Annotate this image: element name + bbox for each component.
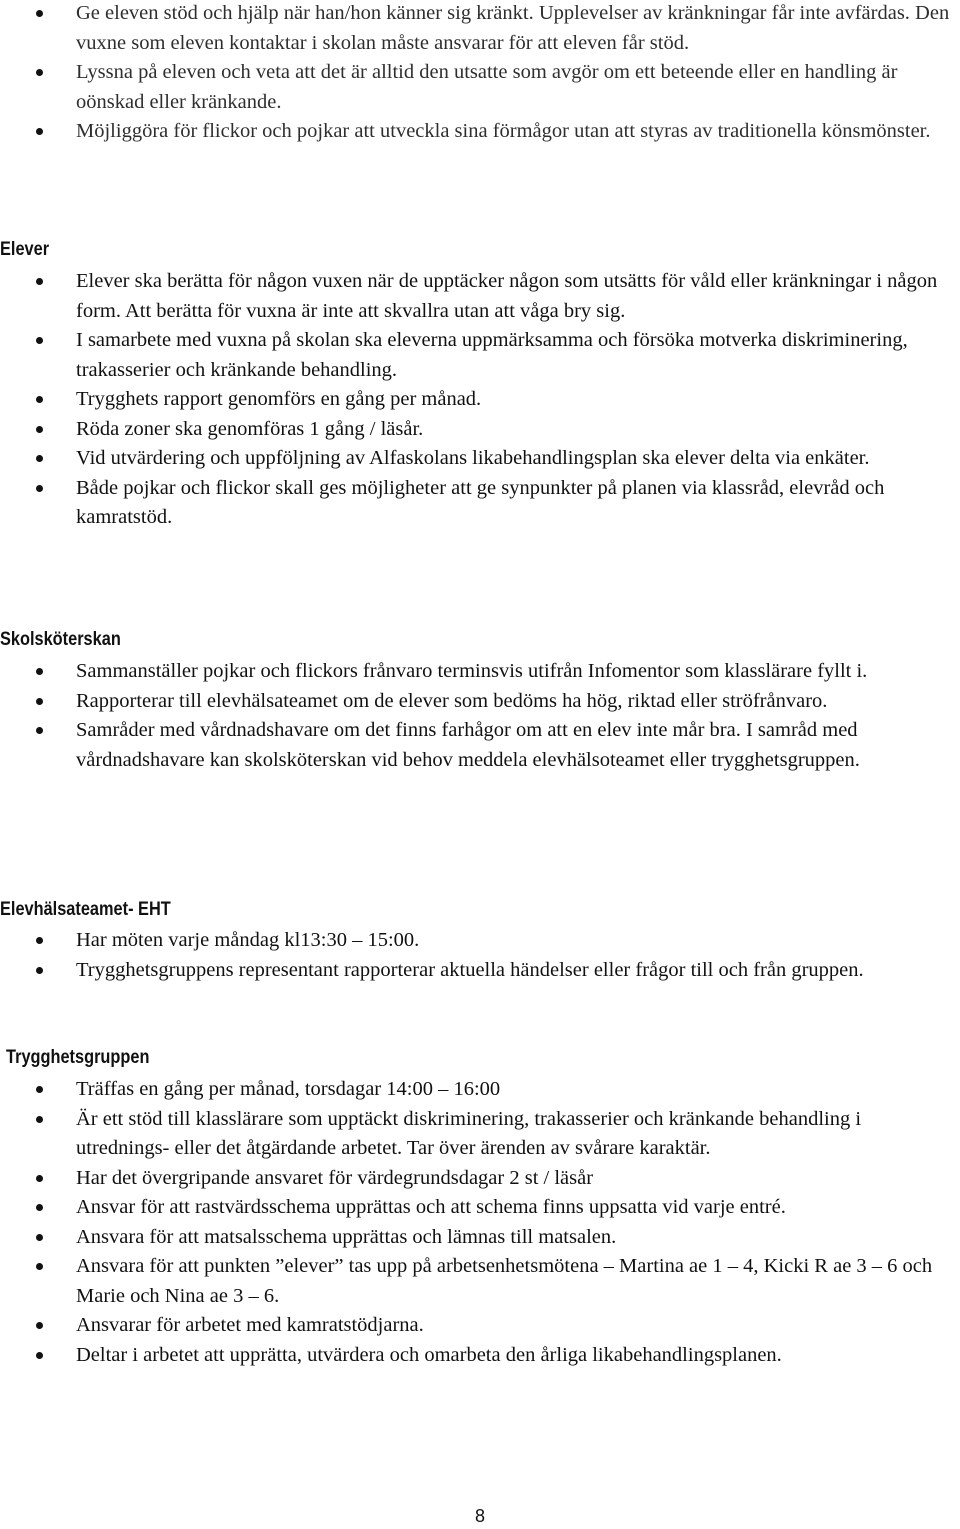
list-item: Ansvara för att punkten ”elever” tas upp på arbetsenhetsmötena – Martina ae 1 – 4, Kicki R ae 3 – 6 och Marie och Nina ae 3 – 6.	[0, 1252, 960, 1311]
bullet-icon	[36, 1175, 43, 1182]
bullet-icon	[36, 337, 43, 344]
list-item: Möjliggöra för flickor och pojkar att utveckla sina förmågor utan att styras av traditionella könsmönster.	[0, 117, 960, 147]
list-item: Vid utvärdering och uppföljning av Alfaskolans likabehandlingsplan ska elever delta via enkäter.	[0, 444, 960, 474]
intro-list	[0, 0, 960, 147]
bullet-icon	[36, 128, 43, 135]
trygghetsgruppen-list	[0, 1075, 960, 1370]
list-item: Har möten varje måndag kl13:30 – 15:00.	[0, 926, 960, 956]
bullet-icon	[36, 937, 43, 944]
bullet-icon	[36, 1204, 43, 1211]
bullet-icon	[36, 1352, 43, 1359]
list-item: I samarbete med vuxna på skolan ska eleverna uppmärksamma och försöka motverka diskriminering, trakasserier och kränkande behandling.	[0, 326, 960, 385]
bullet-icon	[36, 668, 43, 675]
list-item: Samråder med vårdnadshavare om det finns farhågor om att en elev inte mår bra. I samråd med vårdnadshavare kan skolsköterskan vid behov meddela elevhälsoteamet eller trygghetsgruppen.	[0, 716, 960, 775]
bullet-icon	[36, 278, 43, 285]
skolskoterskan-list	[0, 657, 960, 775]
bullet-icon	[36, 727, 43, 734]
bullet-icon	[36, 69, 43, 76]
list-item: Ansvarar för arbetet med kamratstödjarna.	[0, 1311, 960, 1341]
list-item: Elever ska berätta för någon vuxen när de upptäcker någon som utsätts för våld eller kränkningar i någon form. Att berätta för vuxna är inte att skvallra utan att våga bry sig.	[0, 267, 960, 326]
list-item: Röda zoner ska genomföras 1 gång / läsår.	[0, 415, 960, 445]
section-heading-eht: Elevhälsateamet- EHT	[0, 899, 171, 920]
bullet-icon	[36, 1263, 43, 1270]
bullet-icon	[36, 967, 43, 974]
bullet-icon	[36, 10, 43, 17]
bullet-icon	[36, 455, 43, 462]
list-item: Sammanställer pojkar och flickors frånvaro terminsvis utifrån Infomentor som klasslärare fyllt i.	[0, 657, 960, 687]
bullet-icon	[36, 1234, 43, 1241]
bullet-icon	[36, 396, 43, 403]
section-heading-elever: Elever	[0, 239, 50, 260]
list-item: Har det övergripande ansvaret för värdegrundsdagar 2 st / läsår	[0, 1164, 960, 1194]
bullet-icon	[36, 426, 43, 433]
list-item: Trygghets rapport genomförs en gång per månad.	[0, 385, 960, 415]
bullet-icon	[36, 485, 43, 492]
bullet-icon	[36, 1086, 43, 1093]
list-item: Ge eleven stöd och hjälp när han/hon känner sig kränkt. Upplevelser av kränkningar får inte avfärdas. Den vuxne som eleven kontaktar i skolan måste ansvarar för att eleven får stöd.	[0, 0, 960, 58]
list-item: Träffas en gång per månad, torsdagar 14:00 – 16:00	[0, 1075, 960, 1105]
bullet-icon	[36, 1116, 43, 1123]
bullet-icon	[36, 698, 43, 705]
list-item: Ansvara för att matsalsschema upprättas och lämnas till matsalen.	[0, 1223, 960, 1253]
eht-list	[0, 926, 960, 985]
section-heading-trygghetsgruppen: Trygghetsgruppen	[6, 1047, 150, 1068]
elever-list	[0, 267, 960, 533]
list-item: Ansvar för att rastvärdsschema upprättas och att schema finns uppsatta vid varje entré.	[0, 1193, 960, 1223]
list-item: Trygghetsgruppens representant rapporterar aktuella händelser eller frågor till och från gruppen.	[0, 956, 960, 986]
bullet-icon	[36, 1322, 43, 1329]
page-number: 8	[474, 1506, 485, 1526]
list-item: Lyssna på eleven och veta att det är alltid den utsatte som avgör om ett beteende eller en handling är oönskad eller kränkande.	[0, 58, 960, 117]
list-item: Deltar i arbetet att upprätta, utvärdera och omarbeta den årliga likabehandlingsplanen.	[0, 1341, 960, 1371]
list-item: Är ett stöd till klasslärare som upptäckt diskriminering, trakasserier och kränkande behandling i utrednings- eller det åtgärdande arbetet. Tar över ärenden av svårare karaktär.	[0, 1105, 960, 1164]
section-heading-skolskoterskan: Skolsköterskan	[0, 629, 121, 650]
list-item: Rapporterar till elevhälsateamet om de elever som bedöms ha hög, riktad eller ströfrånvaro.	[0, 687, 960, 717]
list-item: Både pojkar och flickor skall ges möjligheter att ge synpunkter på planen via klassråd, elevråd och kamratstöd.	[0, 474, 960, 533]
